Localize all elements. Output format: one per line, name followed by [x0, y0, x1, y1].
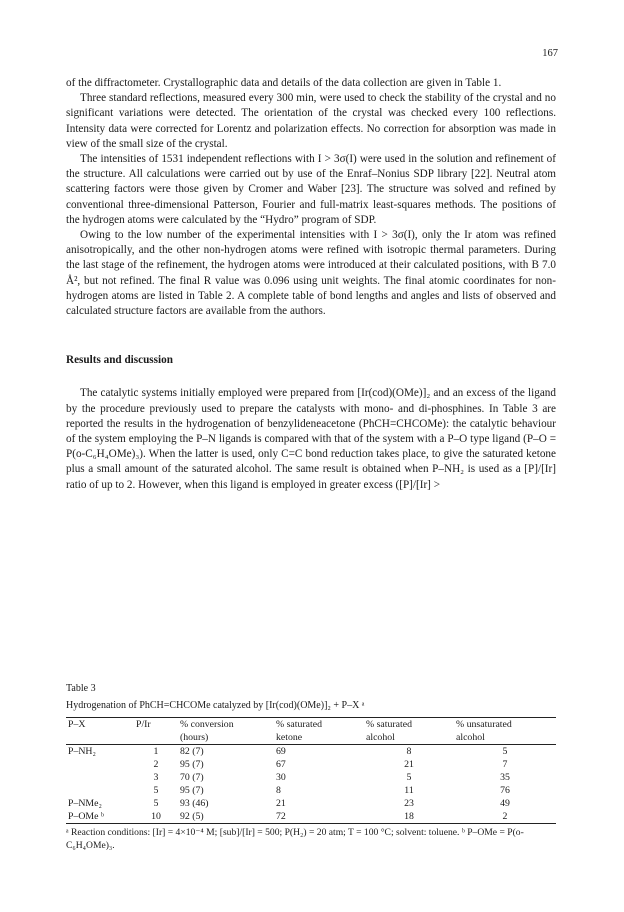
- table-subheader-cell: alcohol: [454, 731, 556, 745]
- table-cell: 21: [276, 798, 286, 809]
- table-cell: 1: [153, 746, 159, 757]
- table-cell: [66, 758, 134, 771]
- table-title: Hydrogenation of PhCH=CHCOMe catalyzed by [Ir(cod)(OMe)]₂ + P–X ᵃ: [66, 700, 365, 711]
- table-cell: 18: [364, 810, 454, 824]
- table-cell: 7: [502, 759, 508, 770]
- table-cell: 69: [276, 746, 286, 757]
- table-cell: 82 (7): [180, 746, 204, 757]
- table-header-row: [66, 718, 556, 732]
- paragraph: The intensities of 1531 independent reflections with I > 3σ(I) were used in the solution and refinement of the structure. All calculations were carried out by use of the Enraf–Nonius SDP library [22]. Neutral atom scattering factors were those given by Cromer and Waber [23]. The structure was solved and refined by conventional three-dimensional Patterson, Fourier and full-matrix least-squares methods. The positions of the hydrogen atoms were calculated by the “Hydro” program of SDP.: [66, 153, 556, 226]
- table-cell: 8: [406, 746, 412, 757]
- table-cell: [66, 784, 134, 797]
- paragraph: Owing to the low number of the experimental intensities with I > 3σ(I), only the Ir atom was refined anisotropically, and the other non-hydrogen atoms were refined with isotropic thermal parameters. During the last stage of the refinement, the hydrogen atoms were introduced at their calculated positions, with B 7.0 Å², but not refined. The final R value was 0.096 using unit weights. The final atomic coordinates for non-hydrogen atoms are listed in Table 2. A complete table of bond lengths and angles and lists of observed and calculated structure factors are available from the authors.: [66, 229, 556, 318]
- table-cell: 21: [404, 759, 414, 770]
- table-cell: 92 (5): [178, 810, 274, 824]
- table-cell: 67: [276, 759, 286, 770]
- paragraph: The catalytic systems initially employed were prepared from [Ir(cod)(OMe)]₂ and an excess of the ligand by the procedure previously used to prepare the catalysts with mono- and di-phosphines. In Table 3 are reported the results in the hydrogenation of benzylideneacetone (PhCH=CHCOMe): the catalytic behaviour of the system employing the P–N ligands is compared with that of the system with a P–O type ligand (P–O = P(o-C₆H₄OMe)₃). When the latter is used, only C=C bond reduction takes place, to give the saturated ketone plus a small amount of the saturated alcohol. The same result is obtained when P–NH₂ is used as a [P]/[Ir] ratio of up to 2. However, when this ligand is employed in greater excess ([P]/[Ir] >: [66, 387, 556, 491]
- paragraph: Three standard reflections, measured every 300 min, were used to check the stability of the crystal and no significant variations were detected. The orientation of the crystal was checked every 100 reflections. Intensity data were corrected for Lorentz and polarization effects. No correction for absorption was made in view of the small size of the crystal.: [66, 92, 556, 150]
- table-header-cell: % conversion: [178, 718, 274, 732]
- table-header-cell: % unsaturated: [454, 718, 556, 732]
- table-cell: 95 (7): [180, 759, 204, 770]
- table-subheader-cell: ketone: [274, 731, 364, 745]
- table-header-cell: % saturated: [274, 718, 364, 732]
- table-label: Table 3: [66, 683, 96, 694]
- table-cell: 35: [500, 772, 510, 783]
- table-cell: 5: [153, 785, 159, 796]
- paragraph: of the diffractometer. Crystallographic data and details of the data collection are given in Table 1.: [66, 77, 502, 89]
- table-cell: 5: [153, 798, 159, 809]
- table-cell: P–OMe ᵇ: [66, 810, 134, 824]
- results-table: [66, 717, 556, 824]
- table-block: [66, 683, 556, 852]
- table-row: [66, 784, 556, 797]
- table-subheader-row: [66, 731, 556, 745]
- table-row: [66, 771, 556, 784]
- table-cell: 70 (7): [180, 772, 204, 783]
- table-cell: P–NMe₂: [68, 798, 102, 809]
- table-cell: 76: [500, 785, 510, 796]
- table-subheader-cell: [134, 731, 178, 745]
- table-cell: 23: [404, 798, 414, 809]
- table-cell: 11: [404, 785, 414, 796]
- table-header-cell: % saturated: [364, 718, 454, 732]
- table-cell: 72: [274, 810, 364, 824]
- section-heading: Results and discussion: [66, 354, 173, 367]
- table-cell: 95 (7): [180, 785, 204, 796]
- table-row: [66, 745, 556, 759]
- table-cell: 2: [153, 759, 159, 770]
- table-cell: 49: [500, 798, 510, 809]
- table-cell: 10: [134, 810, 178, 824]
- table-subheader-cell: alcohol: [364, 731, 454, 745]
- table-cell: 5: [502, 746, 508, 757]
- table-subheader-cell: [66, 731, 134, 745]
- body-text: [66, 76, 556, 493]
- table-row: [66, 758, 556, 771]
- table-footnote: ᵃ Reaction conditions: [Ir] = 4×10⁻⁴ M; [sub]/[Ir] = 500; P(H₂) = 20 atm; T = 100 °C; solvent: toluene. ᵇ P–OMe = P(o-C₆H₄OMe)₃.: [66, 827, 524, 851]
- table-header-cell: P–X: [66, 718, 134, 732]
- table-row: [66, 810, 556, 824]
- page-number: 167: [542, 48, 558, 59]
- table-cell: [66, 771, 134, 784]
- table-header-cell: P/Ir: [134, 718, 178, 732]
- table-cell: P–NH₂: [68, 746, 96, 757]
- table-cell: 5: [406, 772, 412, 783]
- table-cell: 2: [454, 810, 556, 824]
- table-cell: 3: [153, 772, 159, 783]
- table-cell: 93 (46): [180, 798, 209, 809]
- table-cell: 8: [276, 785, 281, 796]
- table-subheader-cell: (hours): [178, 731, 274, 745]
- table-cell: 30: [276, 772, 286, 783]
- table-row: [66, 797, 556, 810]
